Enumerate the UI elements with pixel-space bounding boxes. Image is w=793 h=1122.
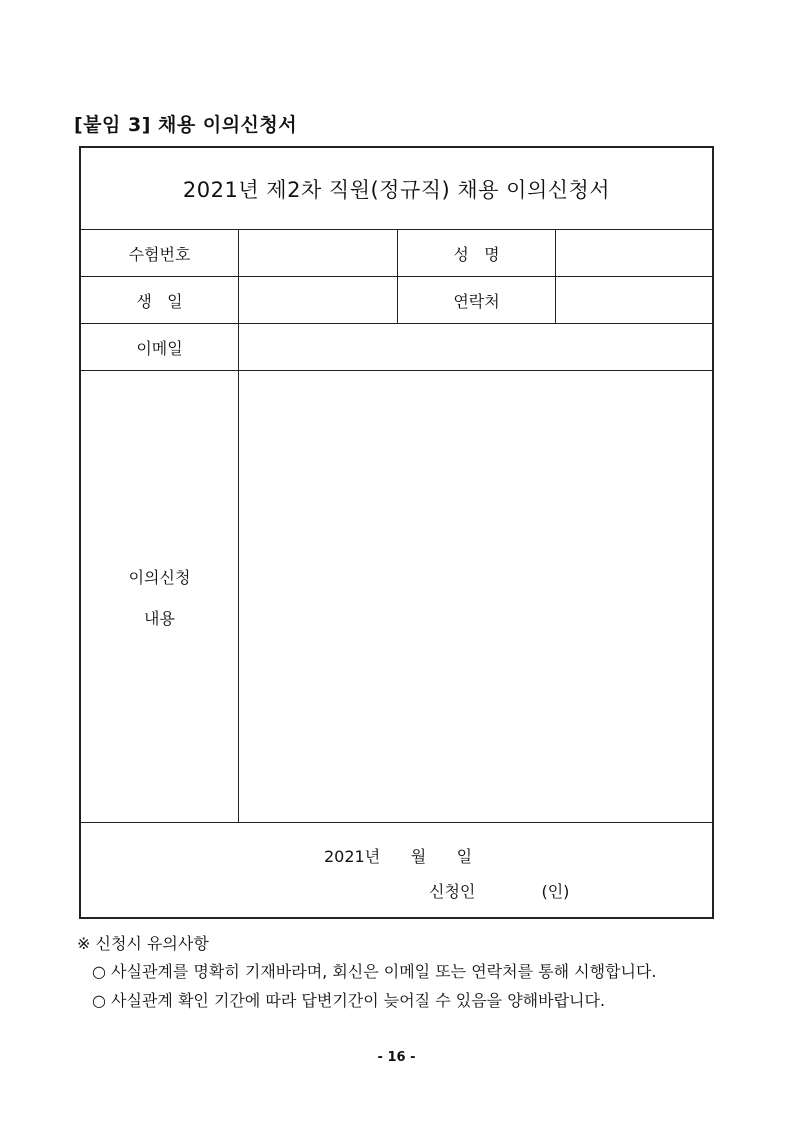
- signature-area: [81, 823, 712, 919]
- exam-number-field[interactable]: [239, 230, 397, 276]
- note-item: ○ 사실관계를 명확히 기재바라며, 회신은 이메일 또는 연락처를 통해 시행합니다.: [92, 962, 657, 981]
- name-field[interactable]: [556, 230, 712, 276]
- email-field[interactable]: [239, 324, 712, 370]
- birth-date-field[interactable]: [239, 277, 397, 323]
- objection-content-label: [81, 371, 238, 822]
- attachment-title: [붙임 3] 채용 이의신청서: [74, 114, 298, 136]
- objection-label-line1: 이의신청: [128, 567, 191, 587]
- objection-content-field[interactable]: [239, 371, 712, 822]
- objection-form: [79, 146, 714, 919]
- email-label: 이메일: [136, 338, 183, 358]
- notes-title: ※ 신청시 유의사항: [77, 934, 209, 953]
- name-label: 성 명: [453, 244, 500, 264]
- contact-field[interactable]: [556, 277, 712, 323]
- note-item: ○ 사실관계 확인 기간에 따라 답변기간이 늦어질 수 있음을 양해바랍니다.: [92, 991, 606, 1010]
- exam-number-label: 수험번호: [128, 244, 191, 264]
- contact-label: 연락처: [453, 291, 500, 311]
- birth-date-label: 생 일: [136, 291, 183, 311]
- form-title: 2021년 제2차 직원(정규직) 채용 이의신청서: [182, 178, 611, 202]
- applicant-signature[interactable]: 신청인 (인): [429, 882, 570, 901]
- signature-date: 2021년 월 일: [324, 847, 473, 866]
- objection-label-line2: 내용: [144, 608, 175, 628]
- page-number: - 16 -: [377, 1050, 416, 1065]
